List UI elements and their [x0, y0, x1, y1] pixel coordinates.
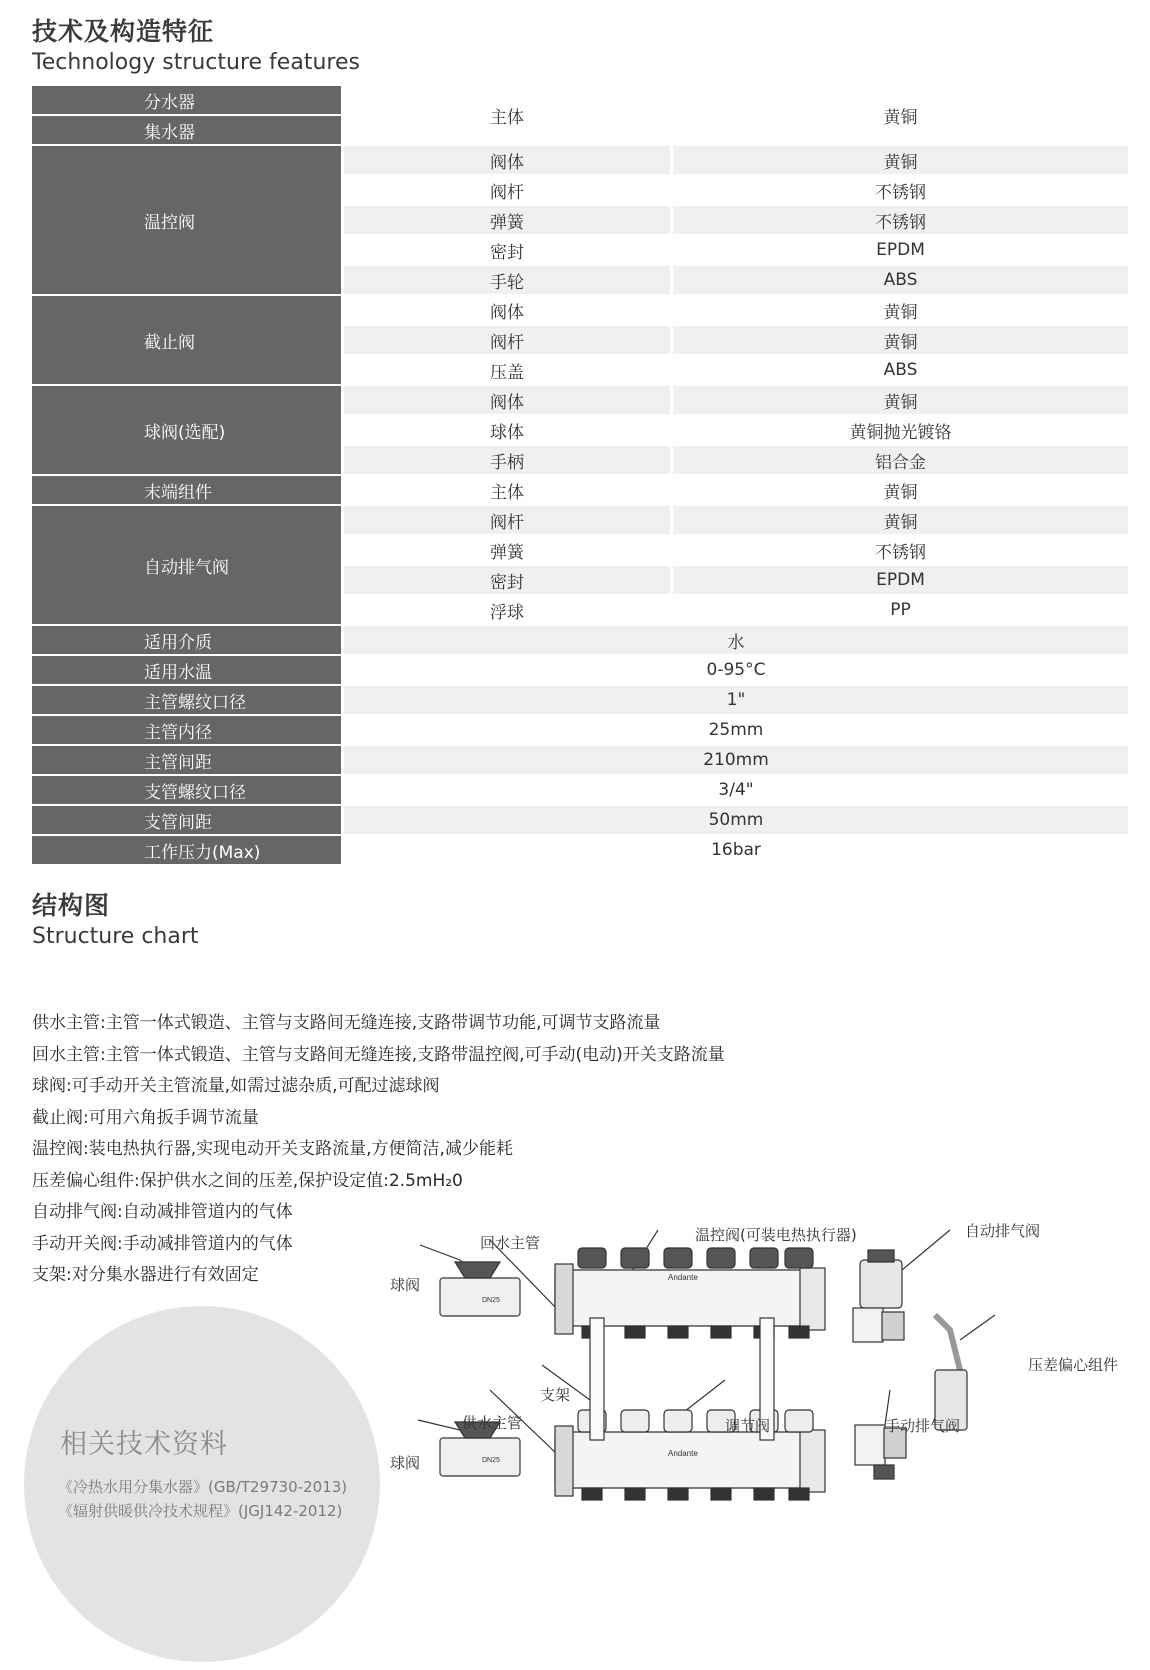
description-line: 截止阀:可用六角扳手调节流量	[32, 1107, 259, 1128]
brand-text-top: Andante	[668, 1273, 698, 1282]
label-diff-pressure: 压差偏心组件	[1028, 1356, 1119, 1374]
spec-param-label: 主管内径	[32, 716, 341, 744]
label-thermo-valve: 温控阀(可装电热执行器)	[695, 1226, 857, 1244]
description-line: 支架:对分集水器进行有效固定	[32, 1265, 259, 1285]
spec-param-label: 主管间距	[32, 746, 341, 774]
spec-table	[32, 86, 1128, 926]
spec-part-cell: 阀体	[344, 296, 670, 324]
spec-material-cell: ABS	[673, 356, 1128, 384]
spec-part-cell: 阀杆	[344, 506, 670, 534]
description-line: 手动开关阀:手动减排管道内的气体	[32, 1233, 293, 1254]
spec-part-cell: 球体	[344, 416, 670, 444]
spec-material-cell: 黄铜	[673, 476, 1128, 504]
valve-marking-bottom: DN25	[482, 1457, 500, 1464]
label-manual-vent: 手动排气阀	[885, 1417, 961, 1435]
label-ball-valve-bottom: 球阀	[390, 1454, 421, 1472]
spec-param-value: 210mm	[344, 746, 1128, 774]
spec-part-cell: 手轮	[344, 266, 670, 294]
spec-part-cell: 主体	[344, 86, 670, 144]
spec-part-cell: 阀杆	[344, 326, 670, 354]
label-adjust-valve: 调节阀	[725, 1417, 771, 1435]
valve-marking-top: DN25	[482, 1297, 500, 1304]
structure-title-en: Structure chart	[32, 924, 199, 949]
spec-material-cell: 黄铜	[673, 296, 1128, 324]
spec-param-value: 1"	[344, 686, 1128, 714]
spec-param-value: 3/4"	[344, 776, 1128, 804]
section-header-structure	[32, 886, 199, 949]
spec-param-value: 水	[344, 626, 1128, 654]
spec-group-label: 集水器	[32, 116, 341, 144]
label-auto-vent: 自动排气阀	[965, 1222, 1041, 1240]
spec-material-cell: 黄铜	[673, 326, 1128, 354]
description-line: 自动排气阀:自动减排管道内的气体	[32, 1202, 293, 1222]
spec-param-label: 支管螺纹口径	[32, 776, 341, 804]
description-line: 温控阀:装电热执行器,实现电动开关支路流量,方便简洁,减少能耗	[32, 1139, 513, 1159]
spec-material-cell: EPDM	[673, 566, 1128, 594]
spec-group-label: 温控阀	[32, 146, 341, 294]
manifold-drawing	[390, 1220, 1150, 1670]
spec-part-cell: 弹簧	[344, 206, 670, 234]
spec-param-value: 16bar	[344, 836, 1128, 864]
section-title-en: Technology structure features	[32, 50, 360, 75]
spec-part-cell: 密封	[344, 566, 670, 594]
spec-part-cell: 阀体	[344, 146, 670, 174]
spec-material-cell: 不锈钢	[673, 206, 1128, 234]
spec-material-cell: 黄铜	[673, 386, 1128, 414]
spec-material-cell: ABS	[673, 266, 1128, 294]
spec-part-cell: 密封	[344, 236, 670, 264]
spec-material-cell: 铝合金	[673, 446, 1128, 474]
spec-material-cell: 黄铜抛光镀铬	[673, 416, 1128, 444]
label-ball-valve-top: 球阀	[390, 1276, 421, 1294]
description-line: 回水主管:主管一体式锻造、主管与支路间无缝连接,支路带温控阀,可手动(电动)开关支路流量	[32, 1044, 725, 1065]
spec-group-label: 截止阀	[32, 296, 341, 384]
spec-material-cell: 黄铜	[673, 506, 1128, 534]
spec-param-label: 主管螺纹口径	[32, 686, 341, 714]
brand-text-bottom: Andante	[668, 1449, 698, 1458]
reference-item: 《辐射供暖供冷技术规程》(JGJ142-2012)	[58, 1502, 343, 1520]
section-title-cn: 技术及构造特征	[32, 17, 215, 46]
spec-param-label: 工作压力(Max)	[32, 836, 341, 864]
spec-part-cell: 阀体	[344, 386, 670, 414]
spec-param-label: 适用水温	[32, 656, 341, 684]
spec-material-cell: 黄铜	[673, 86, 1128, 144]
spec-group-label: 球阀(选配)	[32, 386, 341, 474]
label-supply-main: 供水主管	[462, 1414, 523, 1432]
spec-material-cell: EPDM	[673, 236, 1128, 264]
spec-part-cell: 弹簧	[344, 536, 670, 564]
structure-diagram	[390, 1220, 1150, 1670]
spec-material-cell: 黄铜	[673, 146, 1128, 174]
section-header-tech	[32, 12, 360, 75]
spec-param-value: 50mm	[344, 806, 1128, 834]
label-return-main: 回水主管	[480, 1234, 541, 1252]
spec-part-cell: 阀杆	[344, 176, 670, 204]
spec-part-cell: 浮球	[344, 596, 670, 624]
spec-material-cell: 不锈钢	[673, 536, 1128, 564]
spec-part-cell: 压盖	[344, 356, 670, 384]
spec-group-label: 末端组件	[32, 476, 341, 504]
spec-group-label: 自动排气阀	[32, 506, 341, 624]
references-circle	[24, 1306, 380, 1662]
label-bracket: 支架	[540, 1386, 571, 1404]
references-title: 相关技术资料	[60, 1429, 228, 1460]
spec-param-value: 0-95°C	[344, 656, 1128, 684]
reference-item: 《冷热水用分集水器》(GB/T29730-2013)	[58, 1478, 348, 1496]
description-line: 供水主管:主管一体式锻造、主管与支路间无缝连接,支路带调节功能,可调节支路流量	[32, 1013, 661, 1033]
description-line: 球阀:可手动开关主管流量,如需过滤杂质,可配过滤球阀	[32, 1076, 440, 1096]
spec-param-label: 支管间距	[32, 806, 341, 834]
spec-param-value: 25mm	[344, 716, 1128, 744]
spec-param-label: 适用介质	[32, 626, 341, 654]
description-line: 压差偏心组件:保护供水之间的压差,保护设定值:2.5mH₂0	[32, 1170, 463, 1191]
spec-material-cell: 不锈钢	[673, 176, 1128, 204]
spec-part-cell: 主体	[344, 476, 670, 504]
spec-group-label: 分水器	[32, 86, 341, 114]
spec-material-cell: PP	[673, 596, 1128, 624]
structure-title-cn: 结构图	[32, 891, 111, 920]
spec-part-cell: 手柄	[344, 446, 670, 474]
